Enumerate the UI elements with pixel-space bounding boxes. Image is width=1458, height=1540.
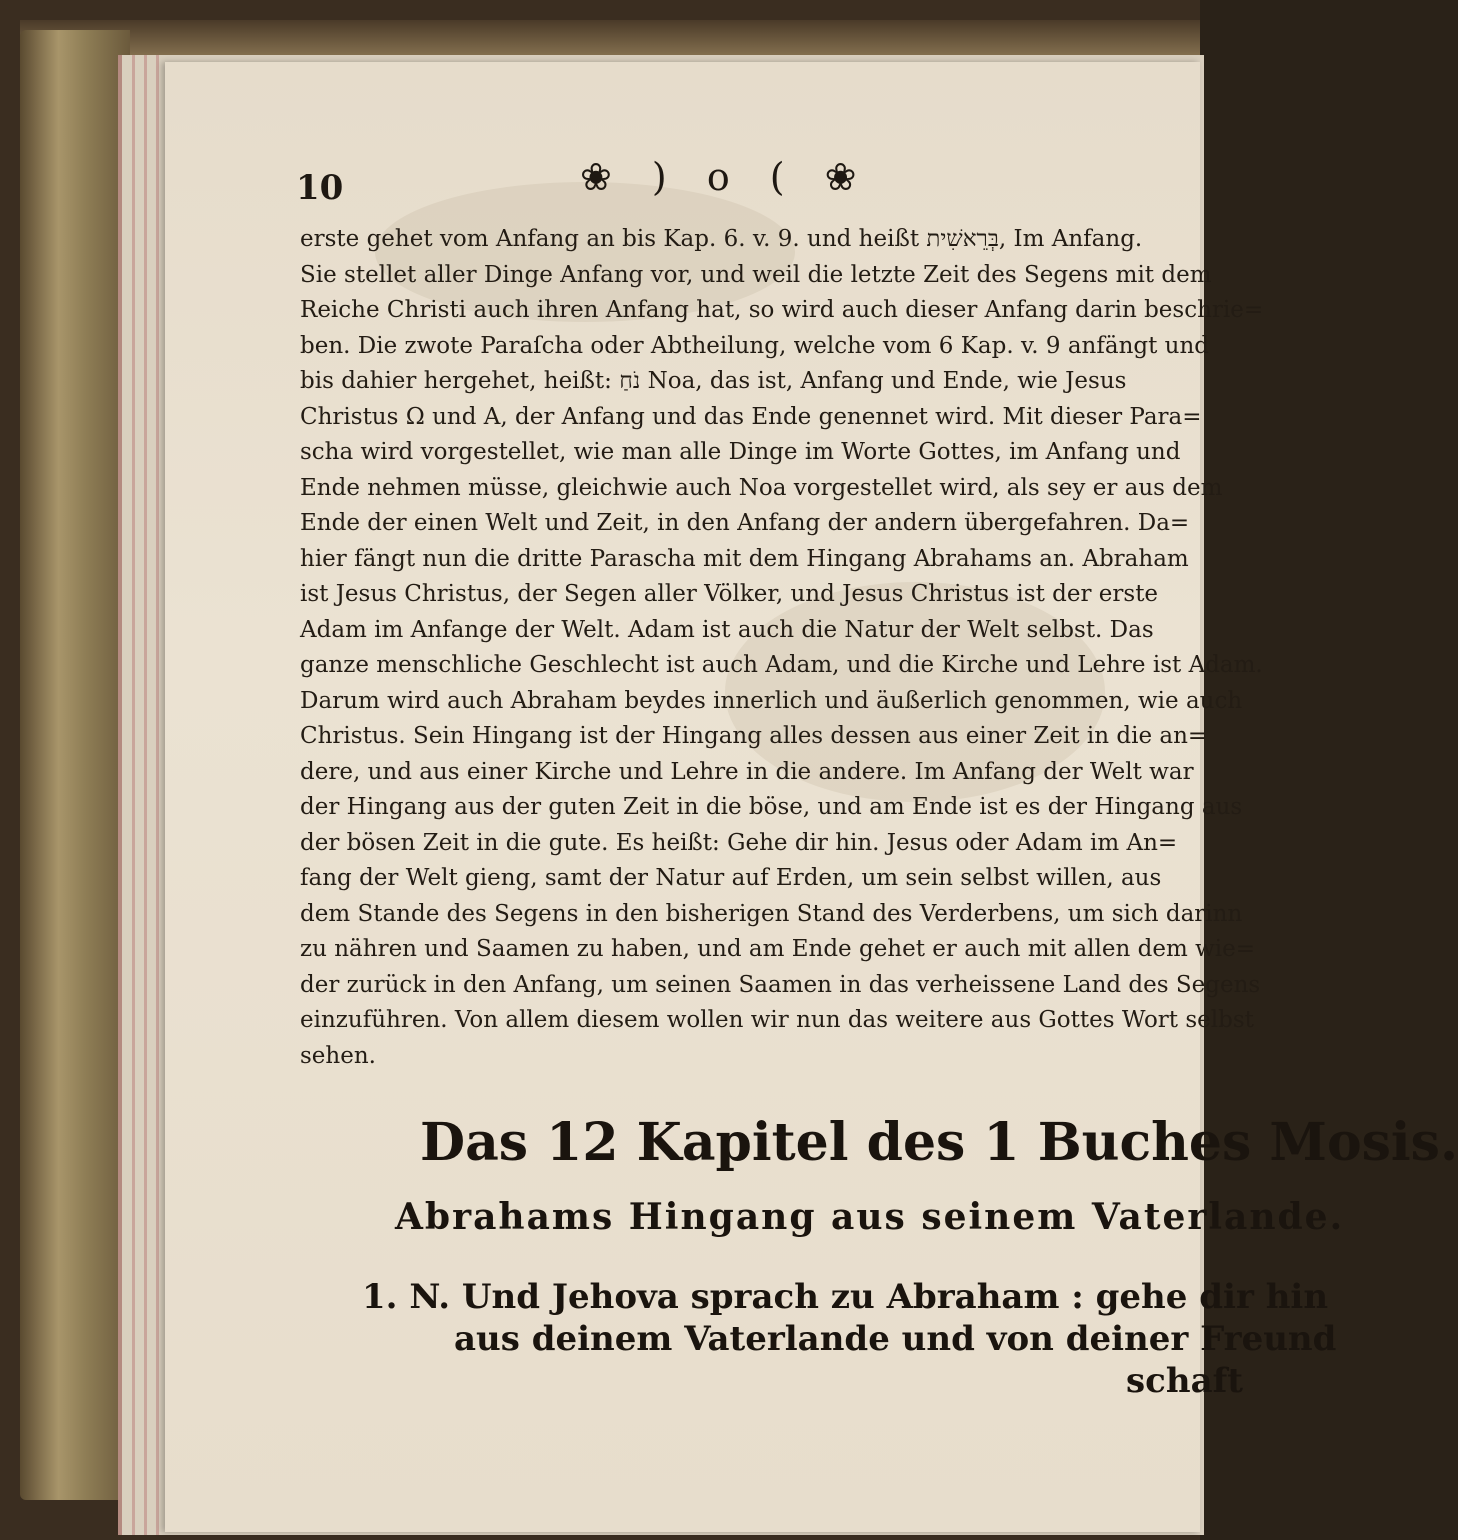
text-line: fang der Welt gieng, samt der Natur auf Erden, um sein selbst willen, aus [300, 865, 1162, 891]
text-line: ben. Die zwote Paraſcha oder Abtheilung, welche vom 6 Kap. v. 9 anfängt und [300, 332, 1210, 359]
text-line: Sie stellet aller Dinge Anfang vor, und weil die letzte Zeit des Segens mit dem [300, 261, 1212, 288]
cover-left-edge [20, 30, 130, 1500]
page-leaf [144, 55, 147, 1535]
verse-line: 1. N. Und Jehova sprach zu Abraham : gehe dir hin [362, 1277, 1329, 1317]
text-line: scha wird vorgestellet, wie man alle Dinge im Worte Gottes, im Anfang und [300, 439, 1181, 465]
text-line: erste gehet vom Anfang an bis Kap. 6. v. 9. und heißt בְּרֵאשִׁית, Im Anfang. [300, 226, 1143, 252]
verse-text [362, 1276, 1337, 1402]
text-line: einzuführen. Von allem diesem wollen wir nun das weitere aus Gottes Wort selbst [300, 1007, 1254, 1033]
chapter-subtitle: Abrahams Hingang aus seinem Vaterlande. [395, 1196, 1345, 1238]
text-line: dere, und aus einer Kirche und Lehre in die andere. Im Anfang der Welt war [300, 758, 1194, 785]
page-leaf [132, 55, 135, 1535]
text-line: Christus Ω und A, der Anfang und das Ende genennet wird. Mit dieser Para= [300, 403, 1202, 430]
text-line: Ende der einen Welt und Zeit, in den Anfang der andern übergefahren. Da= [300, 510, 1190, 536]
text-line: dem Stande des Segens in den bisherigen Stand des Verderbens, um sich darinn [300, 900, 1243, 927]
text-line: bis dahier hergehet, heißt: נֹחַ Noa, das ist, Anfang und Ende, wie Jesus [300, 368, 1127, 394]
verse-line: schaft [1126, 1361, 1243, 1401]
text-line: sehen. [300, 1042, 376, 1069]
text-line: der bösen Zeit in die gute. Es heißt: Gehe dir hin. Jesus oder Adam im An= [300, 829, 1178, 856]
text-line: hier fängt nun die dritte Parascha mit dem Hingang Abrahams an. Abraham [300, 545, 1189, 572]
body-text [300, 222, 1264, 1074]
cover-top-edge [20, 20, 1200, 60]
text-line: Darum wird auch Abraham beydes innerlich und äußerlich genommen, wie auch [300, 687, 1243, 714]
page-leaf [156, 55, 159, 1535]
text-line: der zurück in den Anfang, um seinen Saamen in das verheissene Land des Segens [300, 971, 1261, 998]
verse-line: aus deinem Vaterlande und von deiner Freund [454, 1319, 1337, 1359]
text-line: Adam im Anfange der Welt. Adam ist auch die Natur der Welt selbst. Das [300, 616, 1154, 643]
page-number: 10 [296, 168, 344, 208]
text-line: ganze menschliche Geschlecht ist auch Adam, und die Kirche und Lehre ist Adam. [300, 652, 1263, 678]
text-line: Ende nehmen müsse, gleichwie auch Noa vorgestellet wird, als sey er aus dem [300, 474, 1223, 501]
text-line: ist Jesus Christus, der Segen aller Völker, und Jesus Christus ist der erste [300, 581, 1159, 607]
text-line: Reiche Christi auch ihren Anfang hat, so wird auch dieser Anfang darin beschrie= [300, 297, 1264, 323]
text-line: der Hingang aus der guten Zeit in die böse, und am Ende ist es der Hingang aus [300, 794, 1243, 820]
running-head-ornament: ❀ ) o ( ❀ [580, 155, 871, 199]
text-line: Christus. Sein Hingang ist der Hingang alles dessen aus einer Zeit in die an= [300, 723, 1208, 749]
text-line: zu nähren und Saamen zu haben, und am Ende gehet er auch mit allen dem wie= [300, 936, 1255, 962]
chapter-title: Das 12 Kapitel des 1 Buches Mosis. [420, 1112, 1458, 1173]
